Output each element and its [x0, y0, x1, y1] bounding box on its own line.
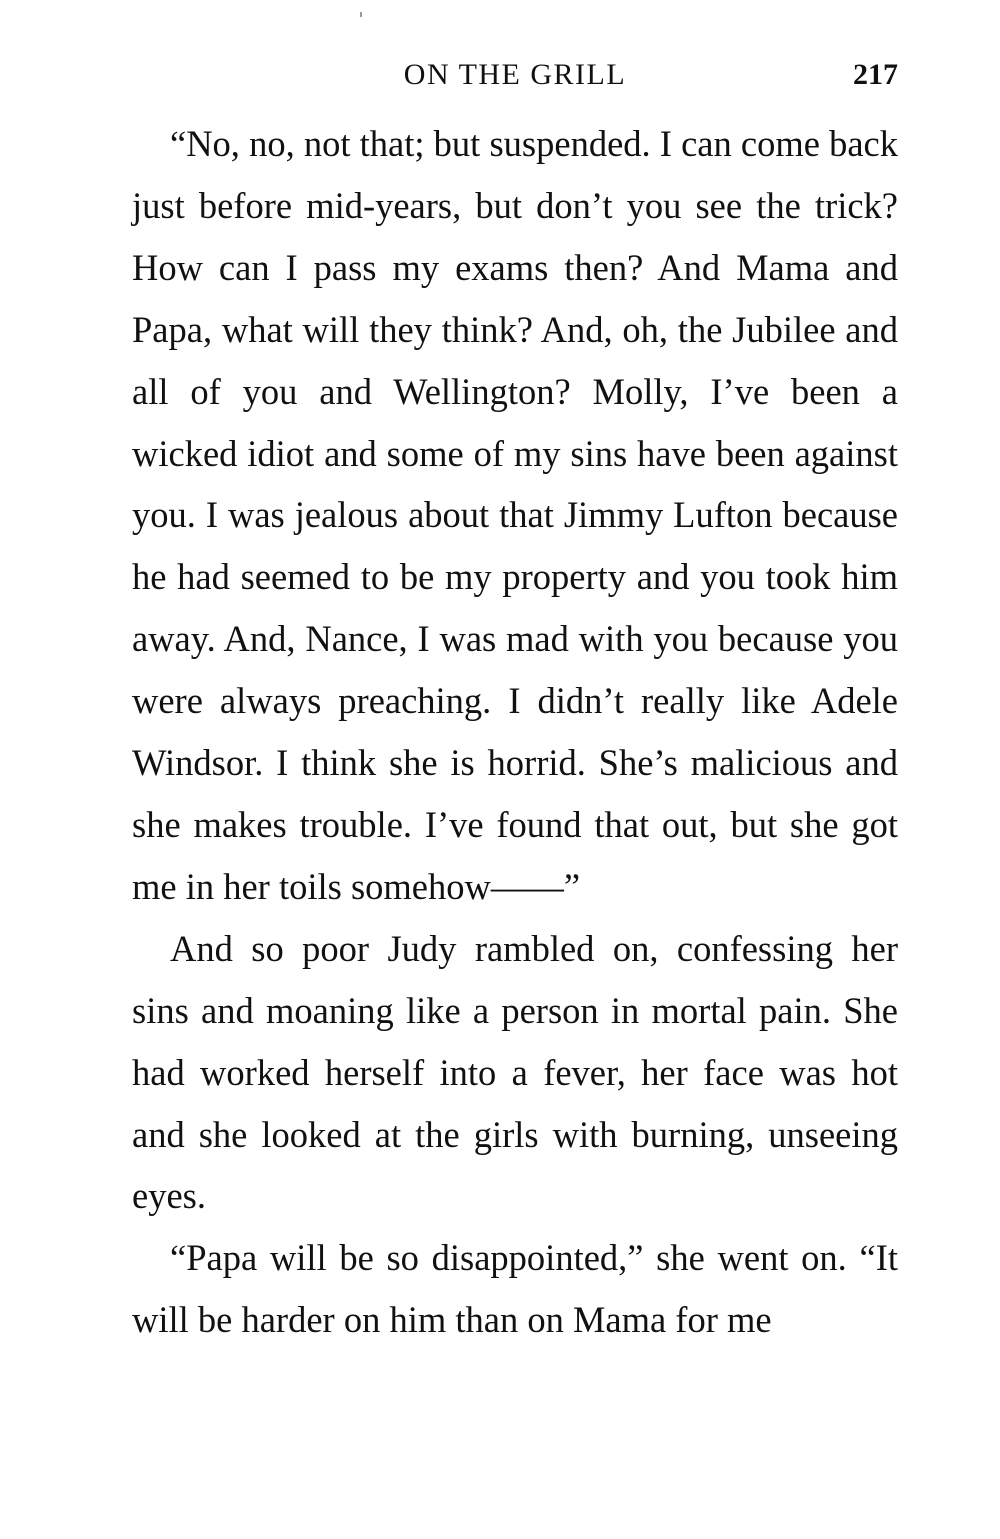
body-text — [132, 113, 898, 1351]
page-number: 217 — [853, 58, 898, 91]
paragraph-3: “Papa will be so disappointed,” she went on. “It will be harder on him than on Mama for me — [132, 1237, 898, 1341]
chapter-title: ON THE GRILL — [403, 58, 627, 91]
paragraph-1: “No, no, not that; but suspended. I can come back just before mid-years, but don’t you see the trick? How can I pass my exams then? And Mama and Papa, what will they think? And, oh, the Jubilee and all of you and Wellington? Molly, I’ve been a wicked idiot and some of my sins have been against you. I was jealous about that Jimmy Lufton because he had seemed to be my property and you took him away. And, Nance, I was mad with you because you were always preaching. I didn’t really like Adele Windsor. I think she is horrid. She’s malicious and she makes trouble. I’ve found that out, but she got me in her toils somehow——” — [132, 123, 898, 907]
scan-speck — [360, 12, 362, 17]
running-head — [132, 58, 898, 98]
paragraph-2: And so poor Judy rambled on, confessing her sins and moaning like a person in mortal pain. She had worked herself into a fever, her face was hot and she looked at the girls with burning, unseeing eyes. — [132, 927, 898, 1217]
